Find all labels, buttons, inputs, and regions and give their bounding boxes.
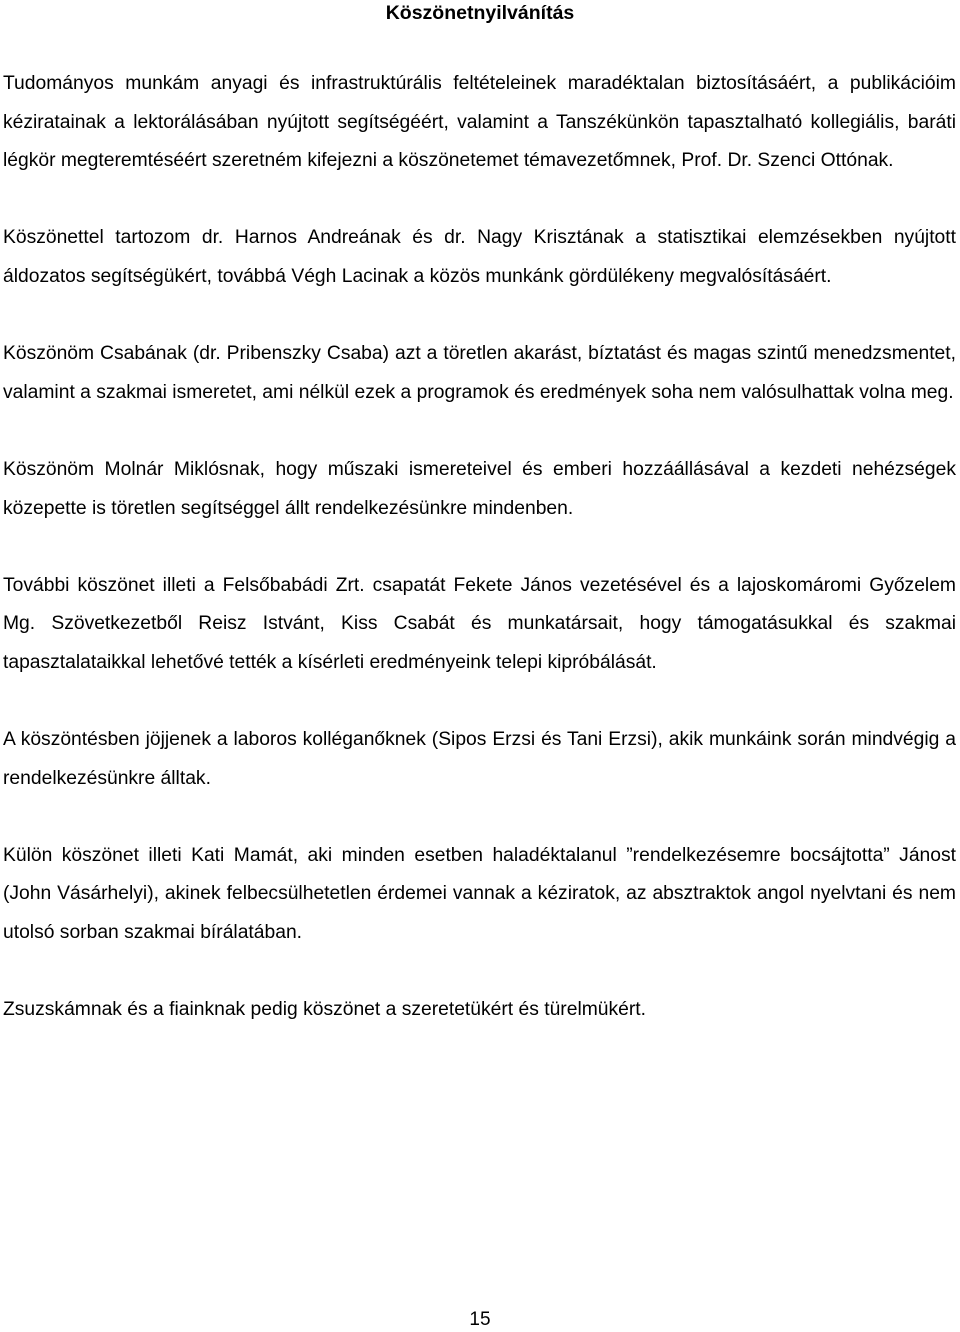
paragraph-6: A köszöntésben jöjjenek a laboros kolléganőknek (Sipos Erzsi és Tani Erzsi), akik munkáink során mindvégig a rendelkezésünkre álltak. — [3, 729, 956, 789]
page-title: Köszönetnyilvánítás — [385, 2, 575, 24]
paragraph-1: Tudományos munkám anyagi és infrastruktúrális feltételeinek maradéktalan biztosításáért, a publikációim kéziratainak a lektorálásában nyújtott segítségéért, valamint a Tanszékünkön tapasztalható kollegiális, baráti légkör megteremtéséért szeretném kifejezni a köszönetemet témavezetőmnek, Prof. Dr. Szenci Ottónak. — [3, 73, 956, 172]
body-text — [3, 65, 956, 1068]
paragraph-4: Köszönöm Molnár Miklósnak, hogy műszaki ismereteivel és emberi hozzáállásával a kezdeti nehézségek közepette is töretlen segítséggel állt rendelkezésünkre mindenben. — [3, 458, 956, 519]
paragraph-7: Külön köszönet illeti Kati Mamát, aki minden esetben haladéktalanul ”rendelkezésemre bocsájtotta” Jánost (John Vásárhelyi), akinek felbecsülhetetlen érdemei vannak a kéziratok, az absztraktok angol nyelvtani és nem utolsó sorban szakmai bírálatában. — [3, 844, 956, 944]
paragraph-3: Köszönöm Csabának (dr. Pribenszky Csaba) azt a töretlen akarást, bíztatást és magas szintű menedzsmentet, valamint a szakmai ismeretet, ami nélkül ezek a programok és eredmények soha nem valósulhattak volna meg. — [3, 343, 956, 403]
paragraph-5: További köszönet illeti a Felsőbabádi Zrt. csapatát Fekete János vezetésével és a lajoskomáromi Győzelem Mg. Szövetkezetből Reisz Istvánt, Kiss Csabát és munkatársait, hogy támogatásukkal és szakmai tapasztalataikkal lehetővé tették a kísérleti eredményeink telepi kipróbálását. — [3, 574, 956, 673]
paragraph-8: Zsuzskámnak és a fiainknak pedig köszönet a szeretetükért és türelmükért. — [3, 999, 647, 1021]
paragraph-2: Köszönettel tartozom dr. Harnos Andreának és dr. Nagy Krisztának a statisztikai elemzésekben nyújtott áldozatos segítségükért, továbbá Végh Lacinak a közös munkánk gördülékeny megvalósításáért. — [3, 227, 956, 287]
page-number: 15 — [469, 1309, 491, 1330]
